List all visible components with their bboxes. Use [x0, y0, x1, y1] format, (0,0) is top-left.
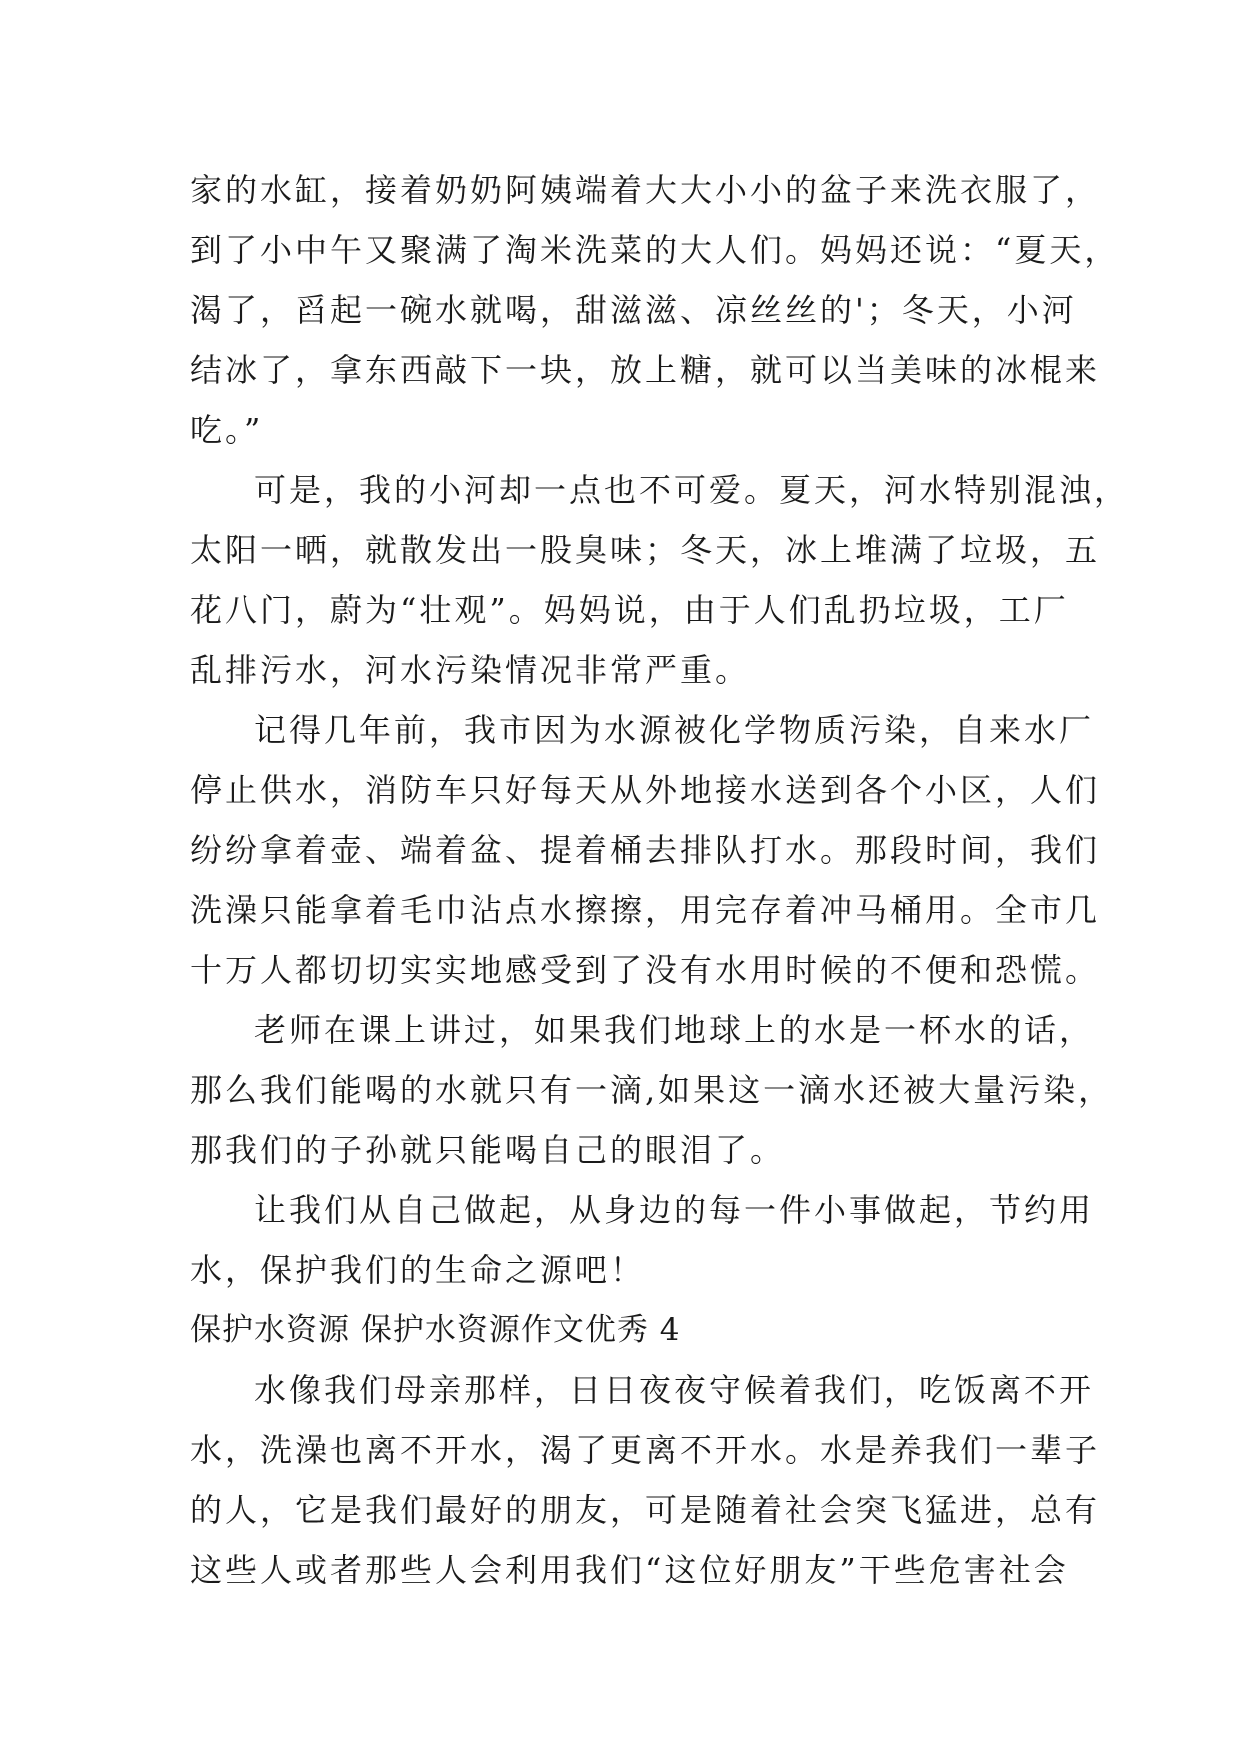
body-text — [190, 160, 1130, 1600]
text-line: 那么我们能喝的水就只有一滴,如果这一滴水还被大量污染， — [190, 1071, 1114, 1109]
text-line: 十万人都切切实实地感受到了没有水用时候的不便和恐慌。 — [190, 951, 1101, 989]
text-line: 家的水缸，接着奶奶阿姨端着大大小小的盆子来洗衣服了， — [190, 171, 1101, 209]
paragraph-start-line: 记得几年前，我市因为水源被化学物质污染，自来水厂 — [254, 711, 1095, 749]
text-line: 吃。” — [190, 411, 264, 449]
paragraph-start-line: 水像我们母亲那样，日日夜夜守候着我们，吃饭离不开 — [254, 1371, 1095, 1409]
text-line: 水，洗澡也离不开水，渴了更离不开水。水是养我们一辈子 — [190, 1431, 1101, 1469]
section-heading: 保护水资源 保护水资源作文优秀 4 — [190, 1312, 681, 1348]
text-line: 的人，它是我们最好的朋友，可是随着社会突飞猛进，总有 — [190, 1491, 1101, 1529]
text-line: 停止供水，消防车只好每天从外地接水送到各个小区，人们 — [190, 771, 1101, 809]
text-line: 洗澡只能拿着毛巾沾点水擦擦，用完存着冲马桶用。全市几 — [190, 891, 1101, 929]
text-line: 太阳一晒，就散发出一股臭味；冬天，冰上堆满了垃圾，五 — [190, 531, 1101, 569]
text-line: 渴了，舀起一碗水就喝，甜滋滋、凉丝丝的'；冬天，小河 — [190, 291, 1077, 329]
text-line: 水，保护我们的生命之源吧！ — [190, 1251, 646, 1289]
text-line: 乱排污水，河水污染情况非常严重。 — [190, 651, 751, 689]
paragraph-start-line: 让我们从自己做起，从身边的每一件小事做起，节约用 — [254, 1191, 1095, 1229]
text-line: 那我们的子孙就只能喝自己的眼泪了。 — [190, 1131, 786, 1169]
text-line: 结冰了，拿东西敲下一块，放上糖，就可以当美味的冰棍来 — [190, 351, 1101, 389]
text-line: 到了小中午又聚满了淘米洗菜的大人们。妈妈还说：“夏天， — [190, 231, 1120, 269]
text-line: 这些人或者那些人会利用我们“这位好朋友”干些危害社会 — [190, 1551, 1069, 1589]
text-line: 花八门，蔚为“壮观”。妈妈说，由于人们乱扔垃圾，工厂 — [190, 591, 1069, 629]
paragraph-start-line: 老师在课上讲过，如果我们地球上的水是一杯水的话， — [254, 1011, 1095, 1049]
text-line: 纷纷拿着壶、端着盆、提着桶去排队打水。那段时间，我们 — [190, 831, 1101, 869]
paragraph-start-line: 可是，我的小河却一点也不可爱。夏天，河水特别混浊， — [254, 471, 1130, 509]
